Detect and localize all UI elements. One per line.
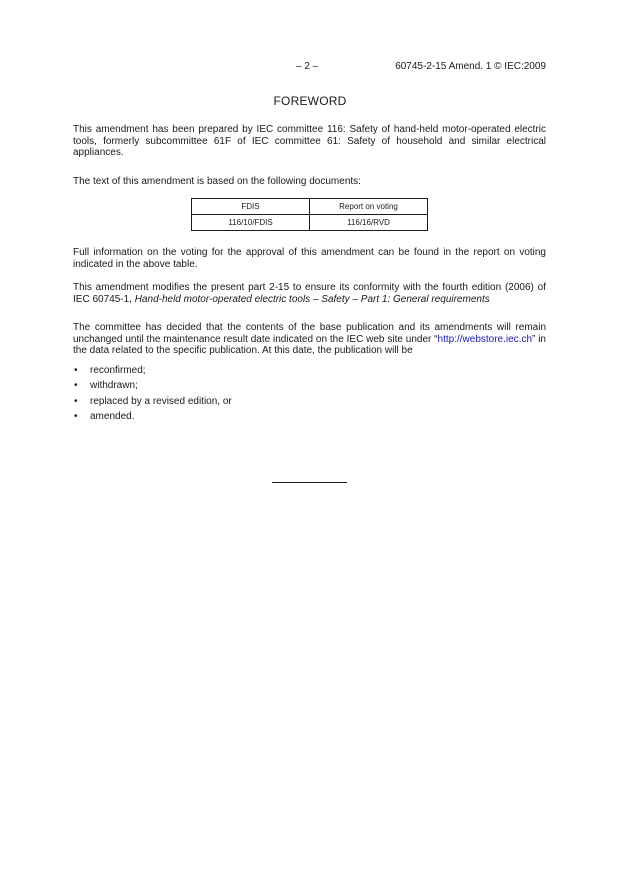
table-row bbox=[192, 215, 428, 231]
documents-table bbox=[191, 198, 428, 231]
based-on-paragraph: The text of this amendment is based on the following documents: bbox=[73, 175, 361, 187]
table-cell: 116/16/RVD bbox=[310, 215, 428, 231]
document-reference: 60745-2-15 Amend. 1 © IEC:2009 bbox=[395, 61, 546, 72]
modifies-text: This amendment modifies the present part 2-15 to ensure its conformity with the fourth edition (2006) of IEC 60745-1, bbox=[73, 282, 546, 305]
list-item bbox=[73, 409, 546, 425]
bullet-icon: • bbox=[74, 411, 78, 422]
list-item bbox=[73, 378, 546, 394]
list-item bbox=[73, 363, 546, 379]
full-info-paragraph: Full information on the voting for the approval of this amendment can be found in the report on voting indicated in the above table. bbox=[73, 247, 546, 270]
table-header-cell: Report on voting bbox=[310, 199, 428, 215]
list-item-text: reconfirmed; bbox=[90, 364, 146, 376]
bullet-icon: • bbox=[74, 380, 78, 391]
committee-text-suffix: ” in the data related to the specific publication. At this date, the publication will be bbox=[73, 333, 546, 356]
page-title: FOREWORD bbox=[273, 94, 347, 108]
modifies-paragraph bbox=[73, 282, 546, 305]
foreword-body bbox=[73, 124, 546, 425]
page-header bbox=[0, 61, 620, 75]
list-item-text: replaced by a revised edition, or bbox=[90, 395, 232, 407]
intro-paragraph: This amendment has been prepared by IEC committee 116: Safety of hand-held motor-operated electric tools, formerly subcommittee 61F of IEC committee 61: Safety of household and similar electrical appliances. bbox=[73, 124, 546, 158]
standard-title: Hand-held motor-operated electric tools – Safety – Part 1: General requirements bbox=[134, 293, 490, 305]
table-header-row bbox=[192, 199, 428, 215]
committee-text: The committee has decided that the contents of the base publication and its amendments will remain unchanged until the maintenance result date indicated on the IEC web site under “ bbox=[73, 322, 546, 345]
table-header-cell: FDIS bbox=[192, 199, 310, 215]
committee-paragraph bbox=[73, 322, 546, 357]
page-number: – 2 – bbox=[296, 61, 319, 72]
list-item-text: amended. bbox=[90, 411, 135, 422]
bullet-icon: • bbox=[74, 395, 78, 407]
list-item-text: withdrawn; bbox=[90, 380, 138, 391]
list-item bbox=[73, 394, 546, 410]
outcome-list bbox=[73, 363, 546, 425]
table-cell: 116/10/FDIS bbox=[192, 215, 310, 231]
webstore-link[interactable]: http://webstore.iec.ch bbox=[437, 333, 533, 345]
bullet-icon: • bbox=[74, 364, 78, 376]
section-end-rule bbox=[272, 482, 347, 483]
